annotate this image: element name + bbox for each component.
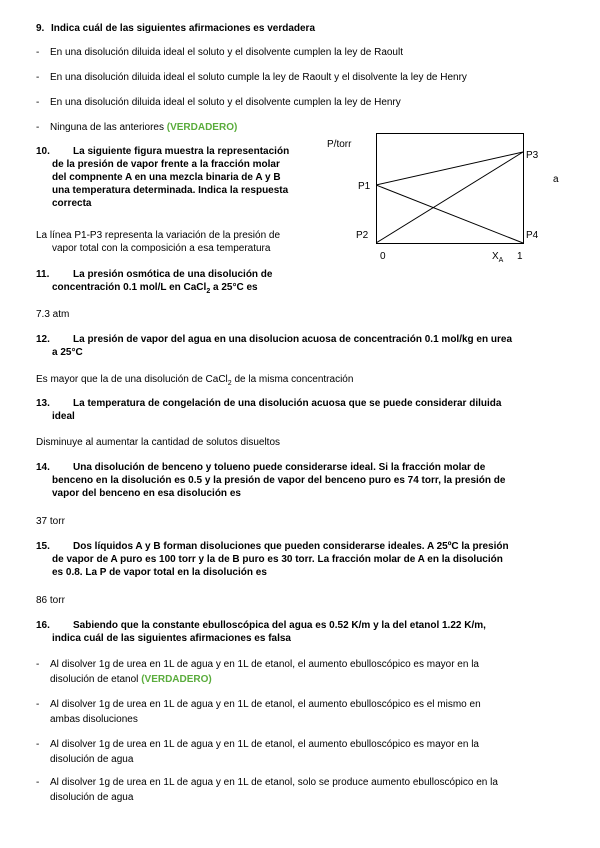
figure-plot xyxy=(376,133,524,245)
question-number: 14. xyxy=(36,462,50,473)
q13-answer: Disminuye al aumentar la cantidad de solutos disueltos xyxy=(36,437,281,448)
question-text: Indica cuál de las siguientes afirmaciones es verdadera xyxy=(51,23,316,34)
question-9 xyxy=(36,22,315,35)
q9-option-1: - En una disolución diluida ideal el soluto y el disolvente cumplen la ley de Raoult xyxy=(36,47,403,58)
q14-answer: 37 torr xyxy=(36,516,65,527)
question-10: 10. La siguiente figura muestra la representación de la presión de vapor frente a la fracción molar del compnente A en una mezcla binaria de A y B una temperatura determinada. Indica la respuesta correcta xyxy=(36,146,290,209)
question-number: 16. xyxy=(36,620,50,631)
label-p4: P4 xyxy=(526,230,539,241)
side-letter: a xyxy=(553,174,559,185)
q9-option-3: - En una disolución diluida ideal el soluto y el disolvente cumplen la ley de Henry xyxy=(36,97,401,108)
verdadero-tag: (VERDADERO) xyxy=(166,122,238,133)
question-12: 12. La presión de vapor del agua en una disolucion acuosa de concentración 0.1 mol/kg en urea a 25°C xyxy=(36,334,513,358)
q12-answer: Es mayor que la de una disolución de CaCl$_2$ de la misma concentración xyxy=(36,374,354,387)
x-axis-start: 0 xyxy=(380,251,386,262)
q9-option-2: - En una disolución diluida ideal el soluto cumple la ley de Raoult y el disolvente la ley de Henry xyxy=(36,72,467,83)
line-p1-p4 xyxy=(376,185,523,243)
q16-option-2: - Al disolver 1g de urea en 1L de agua y en 1L de etanol, el aumento ebulloscópico es el mismo en ambas disoluciones xyxy=(36,699,481,725)
label-p3: P3 xyxy=(526,150,539,161)
q11-answer: 7.3 atm xyxy=(36,309,70,320)
question-number: 9. xyxy=(36,23,45,34)
q16-option-1: - Al disolver 1g de urea en 1L de agua y en 1L de etanol, el aumento ebulloscópico es mayor en la disolución de etanol (VERDADERO) xyxy=(36,659,479,685)
verdadero-tag: (VERDADERO) xyxy=(141,674,212,685)
question-14: 14. Una disolución de benceno y tolueno puede considerarse ideal. Si la fracción molar de benceno en la disolución es 0.5 y la presión de vapor del benceno puro es 74 torr, la presión de vapor del benceno en esa disolución es xyxy=(36,462,506,499)
question-13: 13. La temperatura de congelación de una disolución acuosa que se puede considerar diluida ideal xyxy=(36,398,502,422)
question-number: 15. xyxy=(36,541,50,552)
line-p2-p3 xyxy=(376,152,523,243)
label-p2: P2 xyxy=(356,230,369,241)
question-15: 15. Dos líquidos A y B forman disoluciones que pueden considerarse ideales. A 25ºC la presión de vapor de A puro es 100 torr y la de B puro es 30 torr. La fracción molar de A en la disolución es 0.8. La P de vapor total en la disolución es xyxy=(36,541,509,578)
y-axis-label: P/torr xyxy=(327,139,352,150)
question-11: 11. La presión osmótica de una disolución de concentración 0.1 mol/L en CaCl$_2$ a 25°C es xyxy=(36,269,273,295)
question-number: 11. xyxy=(36,269,50,280)
x-axis-label: $X_A$ xyxy=(492,251,504,264)
label-p1: P1 xyxy=(358,181,371,192)
question-16: 16. Sabiendo que la constante ebulloscópica del agua es 0.52 K/m y la del etanol 1.22 K/m, indica cuál de las siguientes afirmaciones es falsa xyxy=(36,620,486,644)
question-number: 13. xyxy=(36,398,50,409)
plot-frame xyxy=(377,134,524,244)
question-number: 12. xyxy=(36,334,50,345)
q15-answer: 86 torr xyxy=(36,595,65,606)
q16-option-4: - Al disolver 1g de urea en 1L de agua y en 1L de etanol, solo se produce aumento ebulloscópico en la disolución de agua xyxy=(36,777,498,803)
line-p1-p3 xyxy=(376,152,523,185)
q10-answer: La línea P1-P3 representa la variación de la presión de vapor total con la composición a esa temperatura xyxy=(36,230,281,254)
q16-option-3: - Al disolver 1g de urea en 1L de agua y en 1L de etanol, el aumento ebulloscópico es mayor en la disolución de agua xyxy=(36,739,479,765)
question-number: 10. xyxy=(36,146,50,157)
x-axis-end: 1 xyxy=(517,251,523,262)
q9-option-4: - Ninguna de las anteriores (VERDADERO) xyxy=(36,122,238,133)
